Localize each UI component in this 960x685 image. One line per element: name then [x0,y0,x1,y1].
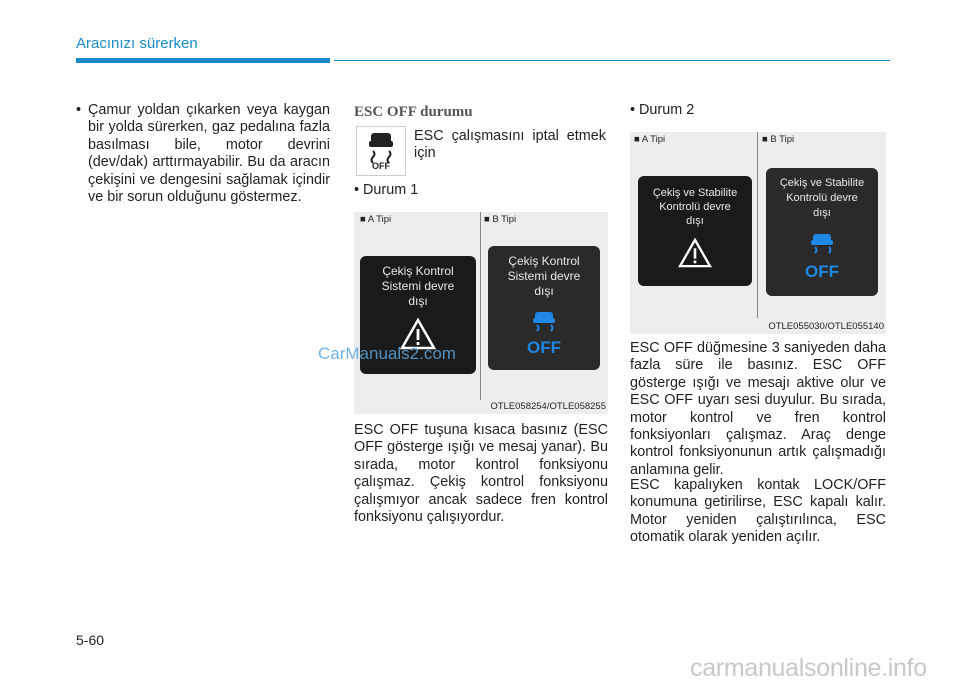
figure2-b-off: OFF [805,262,839,281]
figure1-a-line3: dışı [408,294,428,308]
figure1-code: OTLE058254/OTLE058255 [490,401,606,412]
figure-durum-2 [630,132,886,334]
figure1-display-b [488,246,600,370]
figure2-display-b [766,168,878,296]
durum-1-label: • Durum 1 [354,182,419,198]
figure1-b-line1: Çekiş Kontrol [508,254,580,268]
figure2-tip-a: ■ A Tipi [634,134,666,145]
figure1-divider [480,212,481,400]
figure2-divider [757,132,758,318]
figure-durum-1 [354,212,608,414]
esc-icon-off-label: OFF [372,161,390,171]
section-title: Aracınızı sürerken [76,35,198,52]
figure1-a-line2: Sistemi devre [381,279,455,293]
durum-2-description: ESC OFF düğmesine 3 saniyeden daha fazla süre ile basınız. ESC OFF gösterge ışığı ve mesajı aktive olur ve ESC OFF uyarı sesi duyulur. Bu sırada, motor kontrol ve fren kontrol fonksiyonları çalışmaz. Araç denge kontrol fonksiyonunun artık çalışmadığı anlamına gelir. [630,340,886,478]
esc-car-skid-blue-icon [528,310,560,336]
watermark: CarManuals2.com [318,344,456,363]
warning-triangle-icon [678,238,712,268]
header-rule-thin [334,60,890,61]
figure2-code: OTLE055030/OTLE055140 [768,321,884,332]
esc-off-heading: ESC OFF durumu [354,104,473,120]
esc-icon-description: ESC çalışmasını iptal etmek için [414,128,606,162]
figure2-b-line3: dışı [813,207,831,219]
figure2-b-line2: Kontrolü devre [786,192,858,204]
figure2-a-line1: Çekiş ve Stabilite [652,187,738,199]
figure2-tip-b: ■ B Tipi [762,134,795,145]
footer-site: carmanualsonline.info [690,654,927,682]
figure1-b-off: OFF [527,338,561,357]
figure2-a-line2: Kontrolü devre [659,201,731,213]
figure1-tip-a: ■ A Tipi [360,214,392,225]
durum-1-description: ESC OFF tuşuna kısaca basınız (ESC OFF gösterge ışığı ve mesaj yanar). Bu sırada, motor kontrol fonksiyonu çalışmaz. Çekiş kontrol fonksiyonu çalışmıyor ancak sadece fren kontrol fonksiyonu çalışıyordur. [354,422,608,526]
left-bullet-item [76,102,330,206]
figure2-b-line1: Çekiş ve Stabilite [779,177,865,189]
figure1-tip-b: ■ B Tipi [484,214,517,225]
esc-car-skid-blue-icon [806,232,838,258]
figure1-a-line1: Çekiş Kontrol [382,264,454,278]
bullet-mark: • [76,102,82,118]
header-rule-thick [76,58,330,63]
page-number: 5-60 [76,632,105,648]
left-bullet-text: Çamur yoldan çıkarken veya kaygan bir yolda sürerken, gaz pedalına fazla basılması bile, motor devrini (dev/dak) arttırmayabilir. Bu da aracın çekişini ve dengesini sağlamak içindir ve bir sorun olduğunu göstermez. [88,102,330,206]
esc-off-button-icon [356,126,406,176]
durum-2-label: • Durum 2 [630,102,695,118]
figure1-b-line3: dışı [534,284,554,298]
esc-lock-off-note: ESC kapalıyken kontak LOCK/OFF konumuna getirilirse, ESC kapalı kalır. Motor yeniden çalıştırılınca, ESC otomatik olarak yeniden açılır. [630,477,886,546]
figure2-display-a [638,176,752,286]
figure1-b-line2: Sistemi devre [507,269,581,283]
figure2-a-line3: dışı [686,215,704,227]
